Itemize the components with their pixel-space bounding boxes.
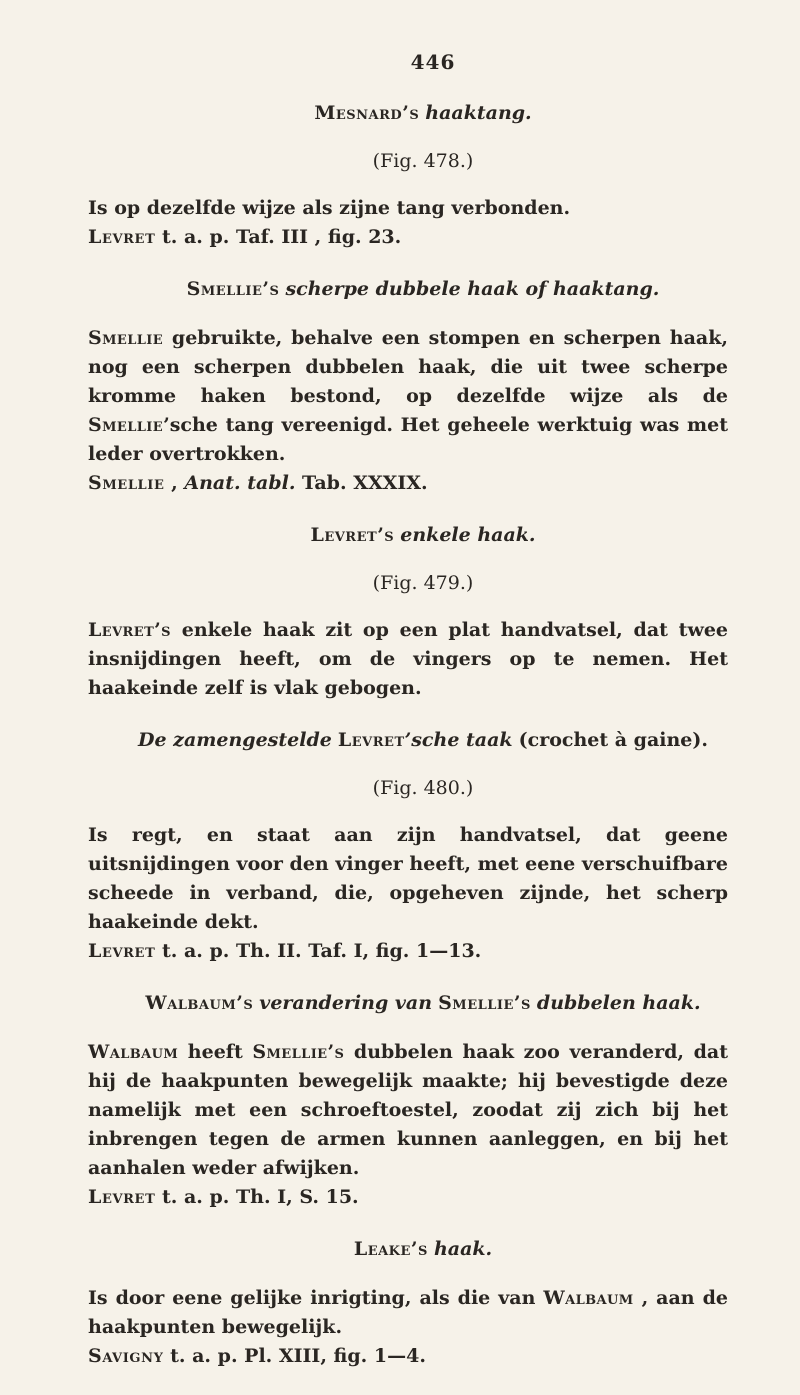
author-name: Walbaum <box>543 1287 634 1309</box>
author-name: Smellie’s <box>252 1041 345 1063</box>
heading-title: ’sche taak <box>404 729 513 751</box>
reference-smellie <box>88 469 728 498</box>
reference-separator: , <box>164 472 185 494</box>
paragraph-text: dubbelen haak zoo veranderd, dat hij de haakpunten bewegelijk maakte; hij bevestigde deze namelijk met een schroeftoestel, zoodat zij zich bij het inbrengen tegen de armen kunnen aanleggen, en bij het aanhalen weder afwijken. <box>88 1041 729 1179</box>
heading-leake <box>88 1236 728 1262</box>
paragraph-levret-taak <box>88 821 728 937</box>
heading-name: Levret’s <box>310 524 395 546</box>
reference-leake <box>88 1342 728 1371</box>
page-number: 446 <box>410 50 456 74</box>
heading-levret-enkele <box>88 522 728 548</box>
heading-mesnard <box>88 100 728 126</box>
reference-detail: Tab. XXXIX. <box>295 472 428 494</box>
heading-subtitle: (crochet à gaine). <box>518 729 708 751</box>
paragraph-levret-enkele <box>88 616 728 703</box>
reference-author: Levret <box>88 1186 156 1208</box>
heading-title: dubbelen haak. <box>536 992 701 1014</box>
figure-reference: (Fig. 478.) <box>372 150 474 172</box>
reference-author: Levret <box>88 940 156 962</box>
paragraph-walbaum <box>88 1038 728 1183</box>
reference-walbaum <box>88 1183 728 1212</box>
reference-detail: t. a. p. Pl. XIII, fig. 1—4. <box>163 1345 426 1367</box>
paragraph-text: Is door eene gelijke inrigting, als die van <box>88 1287 544 1309</box>
paragraph-text: Is op dezelfde wijze als zijne tang verbonden. <box>88 197 571 219</box>
author-name: Levret’s <box>88 619 171 641</box>
paragraph-text: heeft <box>178 1041 253 1063</box>
paragraph-smellie <box>88 324 728 469</box>
heading-name: Mesnard’s <box>314 102 420 124</box>
heading-title: scherpe dubbele haak of haaktang. <box>285 278 660 300</box>
heading-name: Leake’s <box>353 1238 428 1260</box>
heading-title: haaktang. <box>425 102 532 124</box>
author-name: Walbaum <box>88 1041 179 1063</box>
heading-name: Smellie’s <box>186 278 280 300</box>
reference-author: Levret <box>88 226 156 248</box>
heading-name: Smellie’s <box>438 992 531 1014</box>
reference-detail: t. a. p. Th. II. Taf. I, fig. 1—13. <box>155 940 482 962</box>
paragraph-text: , aan de haakpunten bewegelijk. <box>88 1287 728 1338</box>
reference-work: Anat. tabl. <box>184 472 296 494</box>
paragraph-text: gebruikte, behalve een stompen en scherpen haak, nog een scherpen dubbelen haak, die uit twee scherpe kromme haken bestond, op dezelfde wijze als de <box>88 327 728 407</box>
heading-smellie <box>88 276 728 302</box>
paragraph-text: ’sche tang vereenigd. Het geheele werktuig was met leder overtrokken. <box>88 414 728 465</box>
paragraph-text: Is regt, en staat aan zijn handvatsel, dat geene uitsnijdingen voor den vinger heeft, met eene verschuifbare scheede in verband, die, opgeheven zijnde, het scherp haakeinde dekt. <box>88 824 728 933</box>
heading-name: Walbaum’s <box>145 992 254 1014</box>
reference-mesnard <box>88 223 728 252</box>
heading-title: haak. <box>433 1238 493 1260</box>
paragraph-text: enkele haak zit op een plat handvatsel, dat twee insnijdingen heeft, om de vingers op te nemen. Het haakeinde zelf is vlak gebogen. <box>88 619 728 699</box>
page <box>88 50 728 1395</box>
reference-detail: t. a. p. Th. I, S. 15. <box>155 1186 359 1208</box>
reference-author: Smellie <box>88 472 165 494</box>
figure-reference: (Fig. 479.) <box>372 572 474 594</box>
heading-levret-taak <box>88 727 728 753</box>
heading-title: enkele haak. <box>400 524 536 546</box>
reference-detail: t. a. p. Taf. III , fig. 23. <box>155 226 402 248</box>
heading-name: Levret <box>337 729 405 751</box>
heading-title: De zamengestelde <box>138 729 332 751</box>
heading-title: verandering van <box>259 992 433 1014</box>
author-name: Smellie <box>88 414 164 436</box>
paragraph-leake <box>88 1284 728 1342</box>
figure-reference: (Fig. 480.) <box>372 777 474 799</box>
author-name: Smellie <box>88 327 164 349</box>
heading-walbaum <box>88 990 728 1016</box>
paragraph-mesnard <box>88 194 728 223</box>
reference-levret-taak <box>88 937 728 966</box>
reference-author: Savigny <box>88 1345 164 1367</box>
